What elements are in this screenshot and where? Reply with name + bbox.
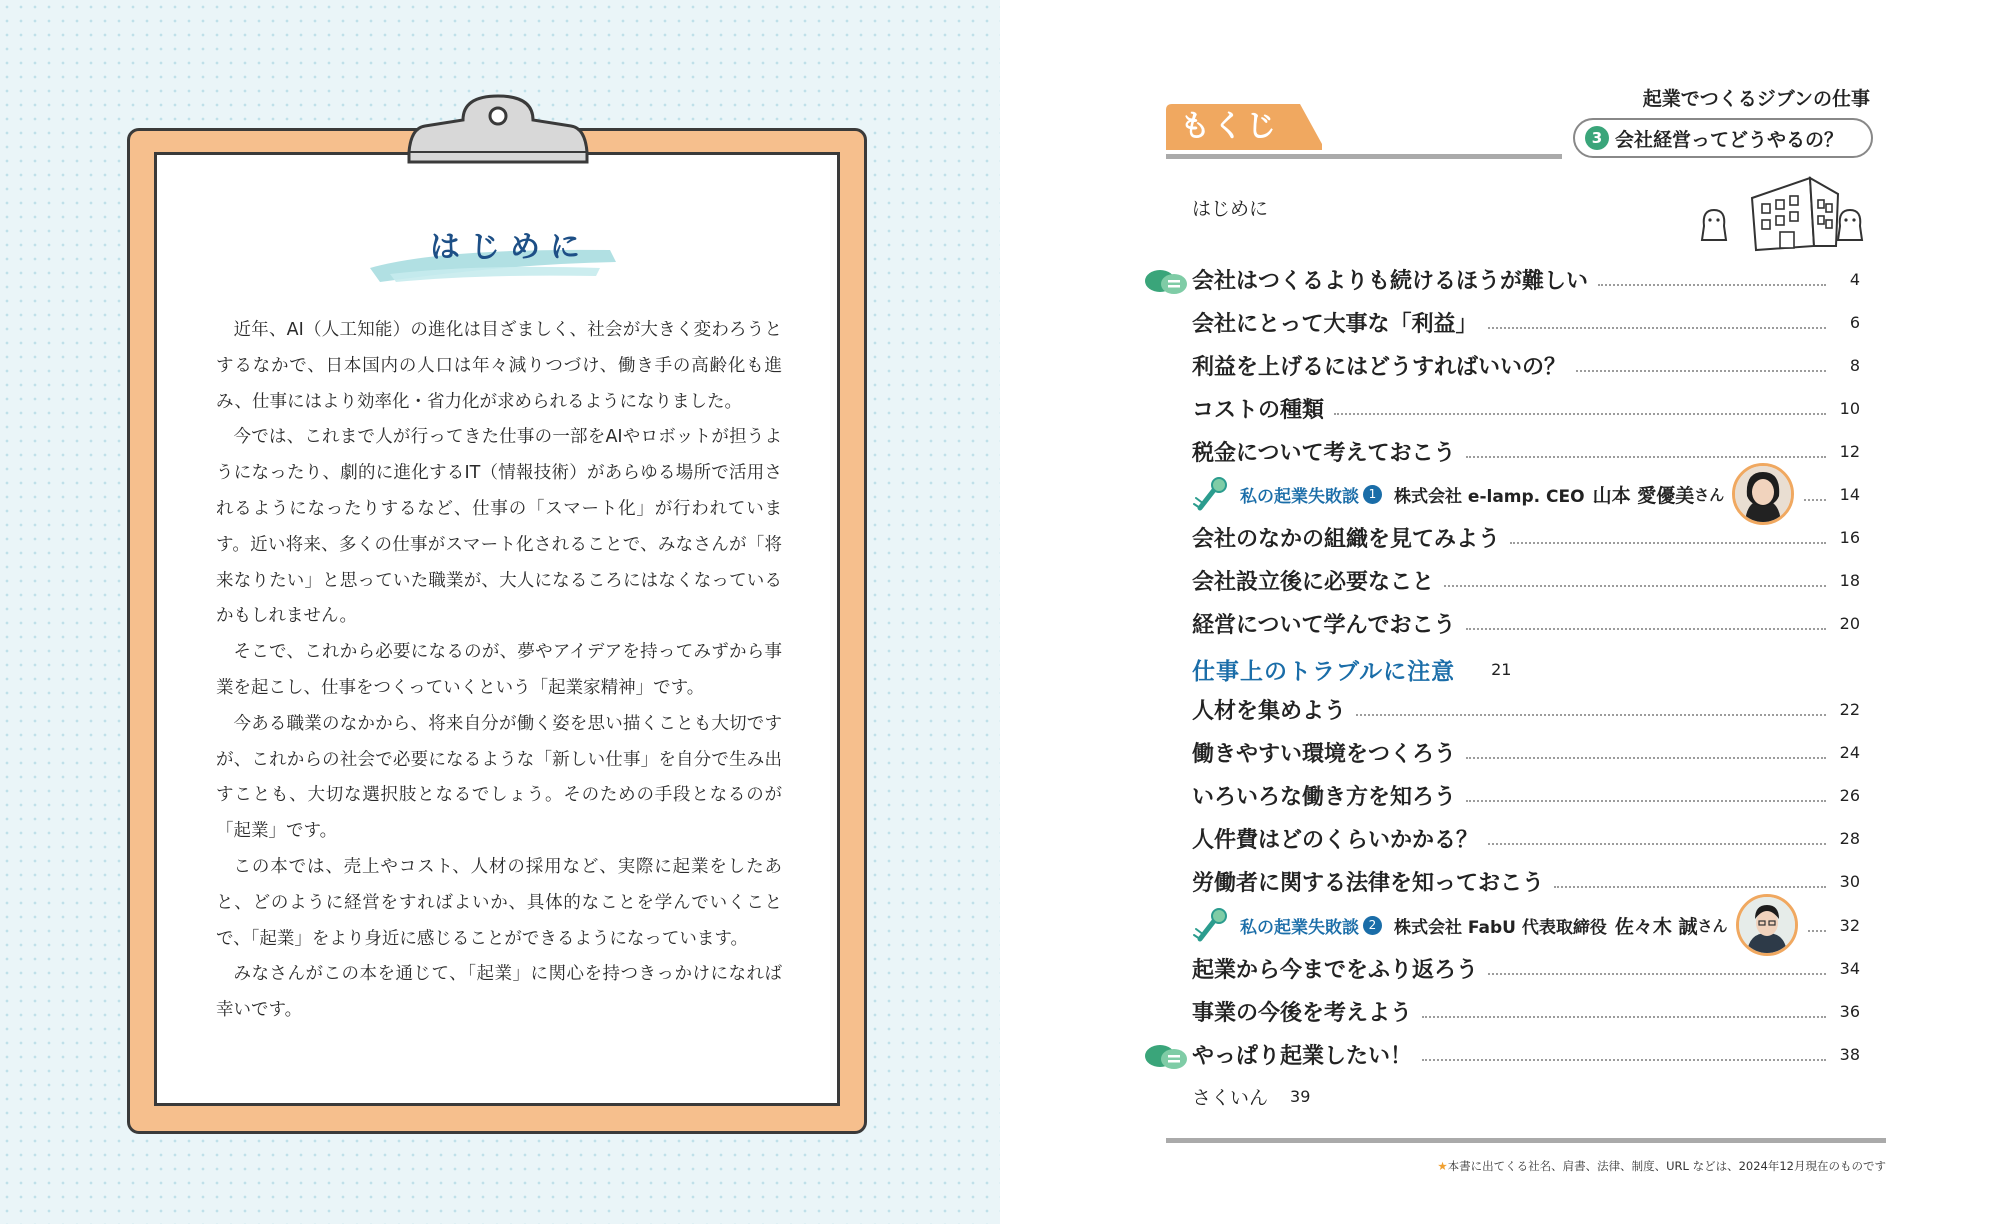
toc-item-page: 26 — [1839, 785, 1860, 805]
toc-item-label: 利益を上げるにはどうすればいいの？ — [1192, 354, 1567, 380]
avatar — [1732, 463, 1794, 525]
toc-item[interactable] — [1192, 1037, 1860, 1071]
toc-item[interactable] — [1192, 305, 1860, 339]
toc-item-label: さくいん — [1192, 1086, 1269, 1109]
intro-paragraph: みなさんがこの本を通じて、「起業」に関心を持つきっかけになれば幸いです。 — [216, 964, 782, 1021]
toc-leader-dots — [1422, 1016, 1826, 1018]
toc-item-page: 6 — [1849, 312, 1860, 332]
clipboard-clip-icon — [403, 92, 593, 164]
footnote — [1166, 1158, 1886, 1174]
toc-item-page: 39 — [1290, 1086, 1311, 1106]
toc-item-hajimeni[interactable] — [1192, 190, 1860, 224]
toc-item[interactable] — [1192, 391, 1860, 425]
toc-leader-dots — [1466, 800, 1826, 802]
mokuji-title: もくじ — [1180, 109, 1279, 144]
intro-paragraph: そこで、これから必要になるのが、夢やアイデアを持ってみずから事業を起こし、仕事をつくっていくという「起業家精神」です。 — [216, 642, 782, 698]
toc-leader-dots — [1510, 542, 1826, 544]
toc-item-page: 36 — [1839, 1001, 1860, 1021]
talk-number: 2 — [1363, 916, 1382, 935]
toc-item[interactable] — [1192, 563, 1860, 597]
toc-item-page: 34 — [1839, 958, 1860, 978]
talk-number: 1 — [1363, 485, 1382, 504]
series-title: 起業でつくるジブンの仕事 — [1642, 88, 1870, 110]
talk-honorific: さん — [1697, 916, 1728, 935]
toc-item-page: 10 — [1839, 398, 1860, 418]
talk-series-label: 私の起業失敗談 — [1240, 917, 1359, 938]
toc-special-label: 仕事上のトラブルに注意 — [1192, 658, 1456, 685]
intro-paragraph: 近年、AI（人工知能）の進化は目ざましく、社会が大きく変わろうとするなかで、日本国内の人口は年々減りつづけ、働き手の高齢化も進み、仕事にはより効率化・省力化が求められるようになりました。 — [216, 320, 782, 412]
talk-person-name: 佐々木 誠 — [1614, 915, 1698, 938]
toc-item[interactable] — [1192, 606, 1860, 640]
toc-item-page: 20 — [1839, 613, 1860, 633]
toc-item-label: 会社はつくるよりも続けるほうが難しい — [1192, 268, 1589, 294]
toc-item[interactable] — [1192, 778, 1860, 812]
intro-paragraph: この本では、売上やコスト、人材の採用など、実際に起業をしたあと、どのように経営をすればよいか、具体的なことを学んでいくことで、「起業」をより身近に感じることができるようになっています。 — [216, 856, 782, 949]
intro-body — [216, 313, 782, 1029]
toc-item-label: 会社にとって大事な「利益」 — [1192, 311, 1478, 337]
toc-item-label: 人件費はどのくらいかかる？ — [1192, 827, 1479, 853]
toc-leader-dots — [1422, 1059, 1826, 1061]
toc-item-label: やっぱり起業したい！ — [1192, 1043, 1413, 1069]
toc-leader-dots — [1488, 327, 1826, 329]
toc-leader-dots — [1804, 499, 1826, 501]
toc-item[interactable] — [1192, 994, 1860, 1028]
toc-item-label: 働きやすい環境をつくろう — [1192, 741, 1457, 767]
toc-item[interactable] — [1192, 692, 1860, 726]
toc-item[interactable] — [1192, 735, 1860, 769]
toc-leader-dots — [1466, 757, 1826, 759]
bottom-divider — [1166, 1138, 1886, 1143]
toc-item[interactable] — [1192, 951, 1860, 985]
toc-leader-dots — [1466, 456, 1826, 458]
talk-person-name: 山本 愛優美 — [1592, 484, 1695, 507]
toc-item-page: 24 — [1839, 742, 1860, 762]
toc-item-page: 28 — [1839, 828, 1860, 848]
footnote-text: 本書に出てくる社名、肩書、法律、制度、URL などは、2024年12月現在のものです — [1447, 1159, 1886, 1173]
toc-item[interactable] — [1192, 262, 1860, 296]
talk-company: 株式会社 e-lamp. CEO — [1394, 486, 1585, 507]
toc-leader-dots — [1356, 714, 1826, 716]
microphone-icon — [1192, 905, 1234, 945]
speech-bubble-icon — [1144, 1043, 1188, 1073]
toc-talk-item[interactable] — [1192, 905, 1860, 945]
toc-item-label: 労働者に関する法律を知っておこう — [1192, 870, 1545, 896]
toc-item-page: 14 — [1839, 484, 1860, 504]
volume-badge — [1573, 118, 1873, 158]
toc-item-page: 18 — [1839, 570, 1860, 590]
toc-item-page: 32 — [1839, 915, 1860, 935]
toc-item-index[interactable] — [1192, 1079, 1860, 1113]
intro-title: はじめに — [430, 230, 590, 265]
volume-number: 3 — [1585, 126, 1609, 150]
toc-leader-dots — [1334, 413, 1826, 415]
toc-item-label: コストの種類 — [1192, 397, 1325, 423]
toc-item-label: 会社のなかの組織を見てみよう — [1192, 526, 1501, 552]
toc-item-page: 38 — [1839, 1044, 1860, 1064]
talk-honorific: さん — [1694, 485, 1725, 504]
toc-item-label: 起業から今までをふり返ろう — [1192, 957, 1479, 983]
toc-item-page: 22 — [1839, 699, 1860, 719]
toc-item-page: 30 — [1839, 871, 1860, 891]
toc-item-label: はじめに — [1192, 197, 1269, 220]
intro-paragraph: 今ある職業のなかから、将来自分が働く姿を思い描くことも大切ですが、これからの社会で必要になるような「新しい仕事」を自分で生み出すことも、大切な選択肢となるでしょう。そのための手段となるのが「起業」です。 — [216, 713, 782, 842]
toc-leader-dots — [1576, 370, 1826, 372]
toc-item-page: 4 — [1849, 269, 1860, 289]
toc-item[interactable] — [1192, 348, 1860, 382]
toc-leader-dots — [1488, 843, 1826, 845]
toc-item-page: 12 — [1839, 441, 1860, 461]
volume-title: 会社経営ってどうやるの？ — [1615, 128, 1844, 151]
microphone-icon — [1192, 474, 1234, 514]
top-divider — [1166, 154, 1562, 159]
speech-bubble-icon — [1144, 268, 1188, 298]
avatar — [1736, 894, 1798, 956]
toc-item-label: 税金について考えておこう — [1192, 440, 1456, 466]
toc-item-label: 会社設立後に必要なこと — [1192, 569, 1435, 595]
toc-item-label: いろいろな働き方を知ろう — [1192, 784, 1457, 810]
toc-leader-dots — [1444, 585, 1826, 587]
toc-special-page: 21 — [1491, 659, 1512, 679]
toc-item[interactable] — [1192, 821, 1860, 855]
talk-company: 株式会社 FabU 代表取締役 — [1394, 917, 1607, 938]
toc-item-label: 経営について学んでおこう — [1192, 612, 1456, 638]
toc-item-page: 16 — [1839, 527, 1860, 547]
talk-series-label: 私の起業失敗談 — [1240, 486, 1359, 507]
toc-leader-dots — [1808, 930, 1826, 932]
toc-item[interactable] — [1192, 864, 1860, 898]
star-icon: ★ — [1437, 1159, 1448, 1173]
toc-item-page: 8 — [1849, 355, 1860, 375]
toc-leader-dots — [1598, 284, 1826, 286]
toc-talk-item[interactable] — [1192, 474, 1860, 514]
toc-special-item[interactable] — [1192, 652, 1860, 686]
toc-leader-dots — [1554, 886, 1826, 888]
toc-item-label: 事業の今後を考えよう — [1192, 1000, 1413, 1026]
toc-leader-dots — [1488, 973, 1826, 975]
toc-item[interactable] — [1192, 520, 1860, 554]
intro-paragraph: 今では、これまで人が行ってきた仕事の一部をAIやロボットが担うようになったり、劇的に進化するIT（情報技術）があらゆる場所で活用されるようになったりするなど、仕事の「スマート化」が行われています。近い将来、多くの仕事がスマート化されることで、みなさんが「将来なりたい」と思っていた職業が、大人になるころにはなくなっているかもしれません。 — [216, 427, 782, 627]
toc-leader-dots — [1466, 628, 1826, 630]
toc-item-label: 人材を集めよう — [1192, 698, 1347, 724]
